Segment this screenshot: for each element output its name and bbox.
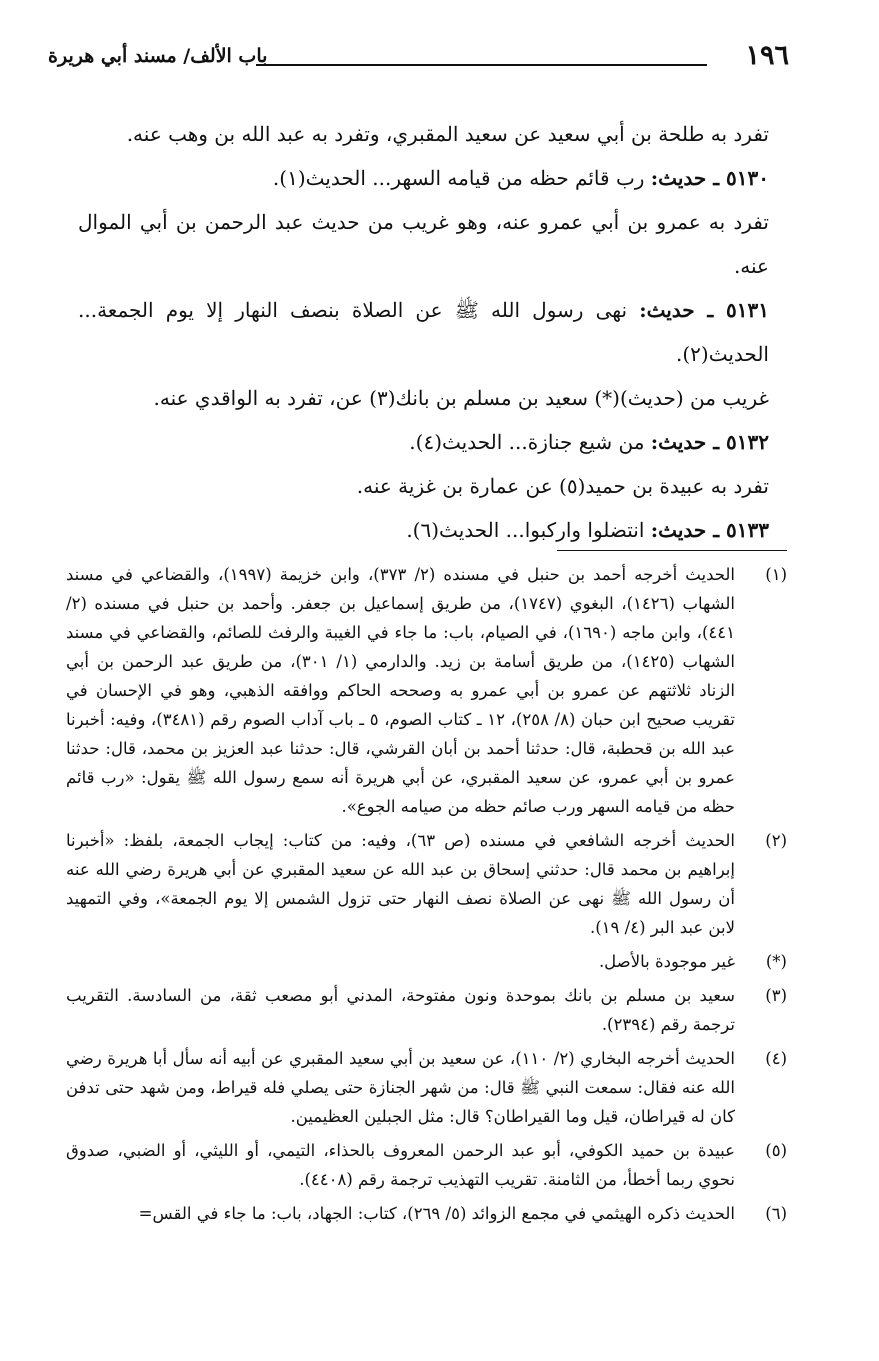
footnote-marker: (٦) [765,1204,787,1223]
text-paragraph: تفرد به عبيدة بن حميد(٥) عن عمارة بن غزية عنه. [356,474,769,498]
footnote-text: سعيد بن مسلم بن بانك بموحدة ونون مفتوحة، المدني أبو مصعب ثقة، من السادسة. التقريب ترجمة رقم (٢٣٩٤). [66,986,735,1034]
hadith-number: ٥١٣٣ ـ حديث: [650,518,769,542]
footnote-marker: (*) [765,952,787,971]
footnote [66,1136,787,1194]
footnote [66,981,787,1039]
running-title: باب الألف/ مسند أبي هريرة [48,45,268,67]
text-paragraph: غريب من (حديث)(*) سعيد بن مسلم بن بانك(٣) عن، تفرد به الواقدي عنه. [153,386,769,410]
footnote [66,947,787,976]
hadith-text: انتضلوا واركبوا... الحديث(٦). [406,518,645,542]
main-text [78,112,787,552]
running-header [48,36,789,76]
hadith-text: نهى رسول الله ﷺ عن الصلاة بنصف النهار إلا يوم الجمعة... الحديث(٢). [78,298,769,366]
footnote-text: الحديث ذكره الهيثمي في مجمع الزوائد (٥/ ٢٦٩)، كتاب: الجهاد، باب: ما جاء في القس= [138,1204,735,1223]
hadith-text: من شيع جنازة... الحديث(٤). [409,430,645,454]
footnote [66,560,787,821]
hadith-number: ٥١٣١ ـ حديث: [639,298,770,322]
footnote-text: عبيدة بن حميد الكوفي، أبو عبد الرحمن المعروف بالحذاء، التيمي، أو الليثي، أو الضبي، صدوق نحوي ربما أخطأ، من الثامنة. تقريب التهذيب ترجمة رقم (٤٤٠٨). [66,1141,735,1189]
text-paragraph: تفرد به عمرو بن أبي عمرو عنه، وهو غريب من حديث عبد الرحمن بن أبي الموال عنه. [78,210,769,278]
hadith-number: ٥١٣٢ ـ حديث: [650,430,769,454]
page-number: ١٩٦ [745,40,789,71]
footnote-text: الحديث أخرجه أحمد بن حنبل في مسنده (٢/ ٣٧٣)، وابن خزيمة (١٩٩٧)، والقضاعي في مسند الشهاب (١٤٢٦)، البغوي (١٧٤٧)، من طريق إسماعيل بن جعفر. وأحمد بن حنبل في مسنده (٢/ ٤٤١)، وابن ماجه (١٦٩٠)، في الصيام، باب: ما جاء في الغيبة والرفث للصائم، والقضاعي في مسند الشهاب (١٤٢٥)، من طريق أسامة بن زيد. والدارمي (١/ ٣٠١)، من طريق عبد الرحمن بن أبي الزناد ثلاثتهم عن عمرو بن أبي عمرو به وصححه الحاكم ووافقه الذهبي، وهو في الإحسان في تقريب صحيح ابن حبان (٨/ ٢٥٨)، ١٢ ـ كتاب الصوم، ٥ ـ باب آداب الصوم رقم (٣٤٨١)، وفيه: أخبرنا عبد الله بن قحطبة، قال: حدثنا أحمد بن أبان القرشي، قال: حدثنا عبد العزيز بن محمد، قال: حدثنا عمرو بن أبي عمرو، عن سعيد المقبري، عن أبي هريرة أنه سمع رسول الله ﷺ يقول: «رب قائم حظه من قيامه السهر ورب صائم حظه من صيامه الجوع». [66,565,736,816]
text-paragraph: تفرد به طلحة بن أبي سعيد عن سعيد المقبري، وتفرد به عبد الله بن وهب عنه. [126,122,769,146]
footnote-text: الحديث أخرجه البخاري (٢/ ١١٠)، عن سعيد بن أبي سعيد المقبري عن أبيه أنه سأل أبا هريرة رضي الله عنه فقال: سمعت النبي ﷺ قال: من شهر الجنازة حتى يصلي فله قيراط، ومن شهد حتى تدفن كان له قيراطان، قيل وما القيراطان؟ قال: مثل الجبلين العظيمين. [66,1049,735,1126]
hadith-text: رب قائم حظه من قيامه السهر... الحديث(١). [272,166,645,190]
footnote [66,1199,787,1228]
hadith-number: ٥١٣٠ ـ حديث: [650,166,769,190]
footnote-marker: (٤) [765,1049,787,1068]
footnote-text: غير موجودة بالأصل. [598,952,735,971]
footnote [66,826,787,942]
footnote-marker: (٣) [765,986,787,1005]
header-rule [256,64,707,66]
footnote-text: الحديث أخرجه الشافعي في مسنده (ص ٦٣)، وفيه: من كتاب: إيجاب الجمعة، بلفظ: «أخبرنا إبراهيم بن محمد قال: حدثني إسحاق بن عبد الله عن سعيد المقبري عن أبي هريرة رضي الله عنه أن رسول الله ﷺ نهى عن الصلاة نصف النهار حتى تزول الشمس إلا يوم الجمعة»، وفي التمهيد لابن عبد البر (٤/ ١٩). [66,831,735,937]
footnote-marker: (٢) [765,831,787,850]
footnote [66,1044,787,1131]
hadith-entry [78,420,787,464]
footnote-separator [557,550,787,551]
footnotes [66,560,787,1233]
hadith-entry [78,156,787,200]
hadith-entry [78,288,787,376]
footnote-marker: (٥) [765,1141,787,1160]
hadith-entry [78,508,787,552]
footnote-marker: (١) [765,565,787,584]
